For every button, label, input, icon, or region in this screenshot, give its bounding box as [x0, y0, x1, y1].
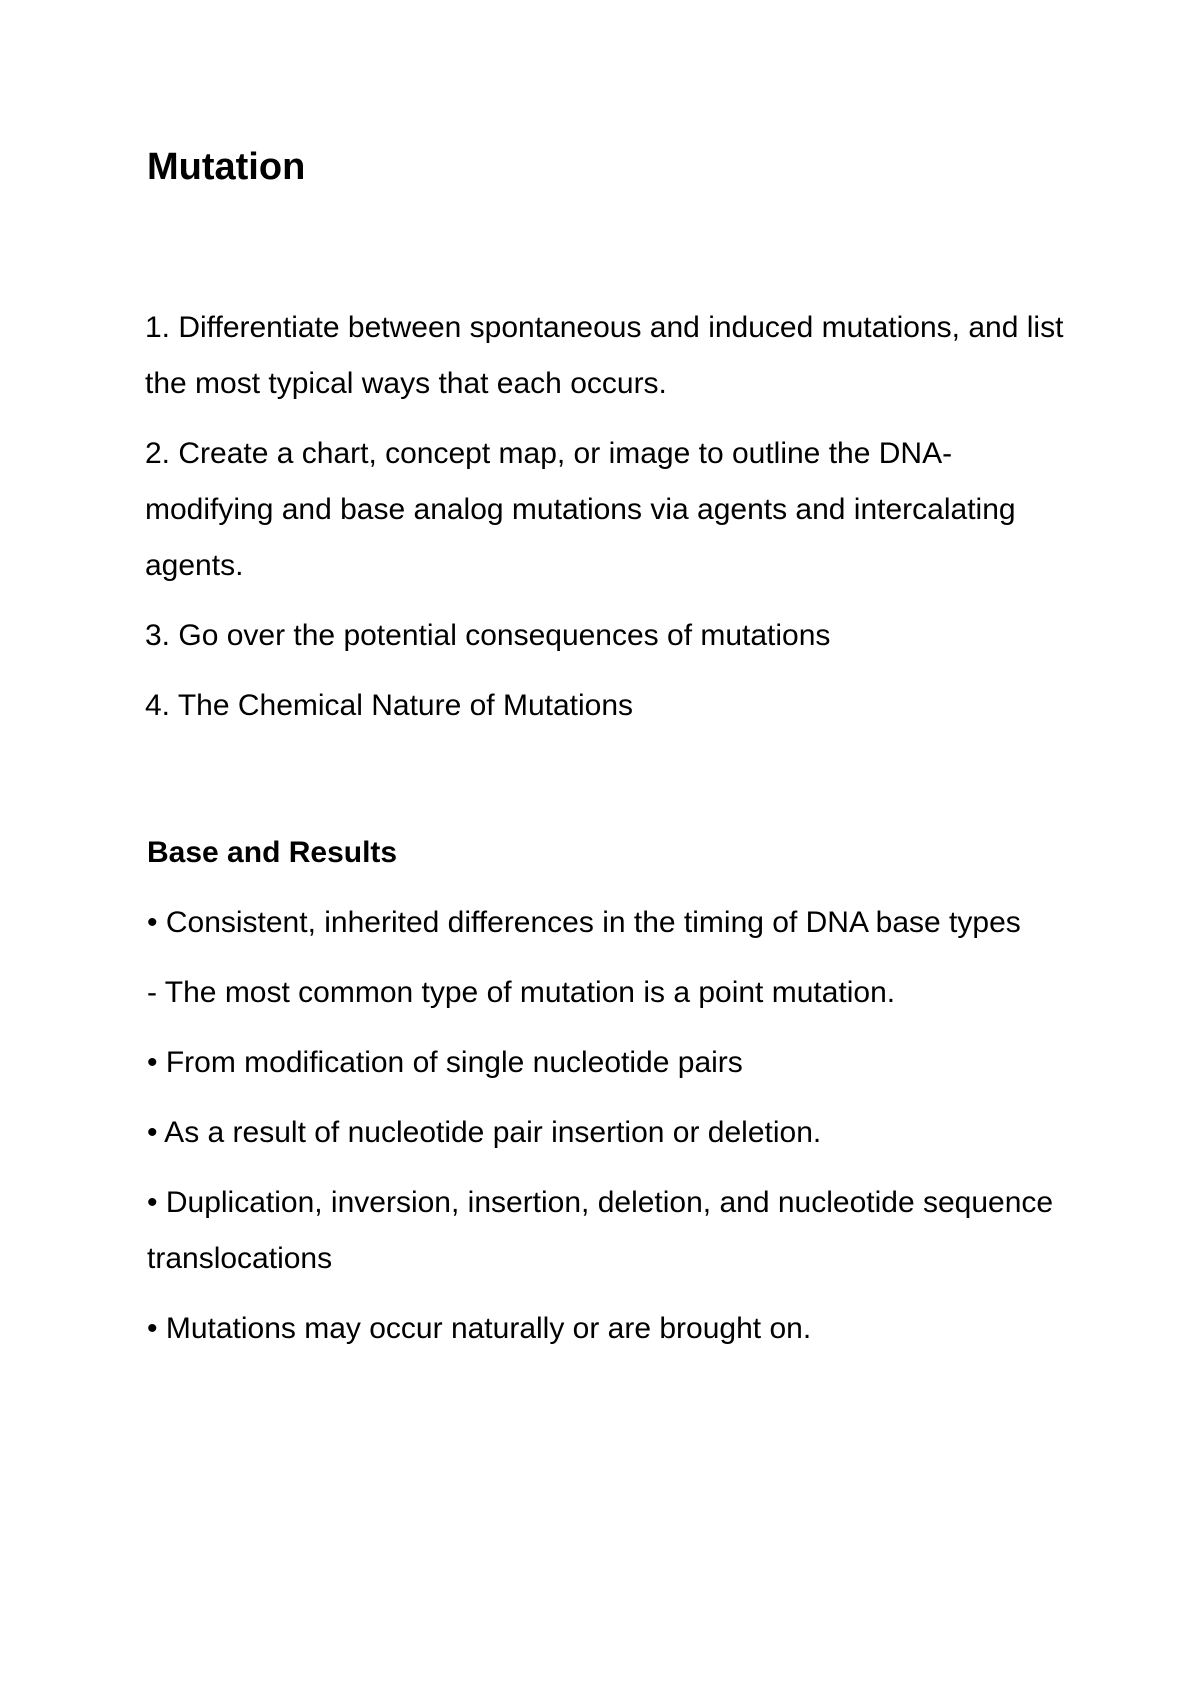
- section-bullet-list: [147, 895, 1067, 1357]
- bullet-item-6: • Mutations may occur naturally or are brought on.: [147, 1312, 812, 1345]
- section-heading: Base and Results: [147, 836, 398, 869]
- bullet-item-3: • From modification of single nucleotide pairs: [147, 1046, 743, 1079]
- bullet-item-1: • Consistent, inherited differences in the timing of DNA base types: [147, 906, 1021, 939]
- objectives-list: [145, 300, 1065, 748]
- objective-item-2: 2. Create a chart, concept map, or image to outline the DNA-modifying and base analog mutations via agents and intercalating agents.: [145, 437, 1016, 582]
- objective-item-4: 4. The Chemical Nature of Mutations: [145, 689, 634, 722]
- bullet-item-4: • As a result of nucleotide pair insertion or deletion.: [147, 1116, 822, 1149]
- objective-item-3: 3. Go over the potential consequences of mutations: [145, 619, 831, 652]
- objective-item-1: 1. Differentiate between spontaneous and induced mutations, and list the most typical ways that each occurs.: [145, 311, 1064, 400]
- bullet-item-2: - The most common type of mutation is a point mutation.: [147, 976, 896, 1009]
- base-and-results-section: [147, 825, 1067, 1371]
- page-title: Mutation: [147, 146, 306, 188]
- bullet-item-5: • Duplication, inversion, insertion, deletion, and nucleotide sequence translocations: [147, 1186, 1054, 1275]
